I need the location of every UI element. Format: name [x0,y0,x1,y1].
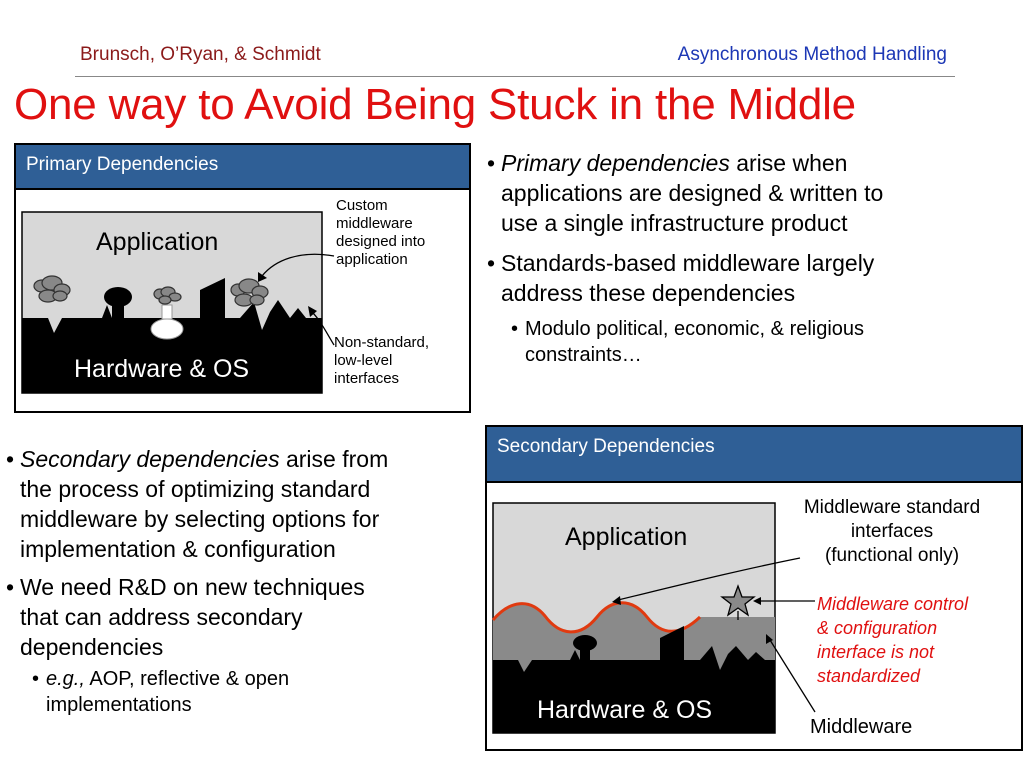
standard-interfaces-callout: Middleware standard interfaces (functional only) [803,497,981,566]
primary-application-label: Application [96,228,219,256]
primary-panel-heading: Primary Dependencies [26,154,219,175]
list-item: • Modulo political, economic, & religious constraints… [511,318,865,366]
list-item: • Standards-based middleware largely address these dependencies [487,250,875,306]
header-authors: Brunsch, O’Ryan, & Schmidt [80,44,321,65]
slide-title: One way to Avoid Being Stuck in the Middle [14,80,856,129]
primary-hardware-label: Hardware & OS [74,355,250,383]
non-standard-callout: Non-standard, low-level interfaces [334,334,430,387]
list-item: • e.g., AOP, reflective & open implementations [32,668,290,716]
secondary-panel-heading: Secondary Dependencies [497,436,715,457]
arrow-to-middleware [770,640,815,712]
list-item: • Primary dependencies arise when applications are designed & written to use a single infrastructure product [487,150,884,236]
middleware-label: Middleware [810,716,913,738]
header-topic: Asynchronous Method Handling [677,44,947,65]
list-item: • We need R&D on new techniques that can address secondary dependencies [6,574,365,660]
custom-middleware-callout: Custom middleware designed into application [336,197,426,268]
control-interface-callout: Middleware control & configuration interface is not standardized [817,594,969,686]
secondary-application-label: Application [565,523,688,551]
secondary-hardware-label: Hardware & OS [537,696,713,724]
list-item: • Secondary dependencies arise from the process of optimizing standard middleware by selecting options for implementation & configuration [6,446,389,562]
